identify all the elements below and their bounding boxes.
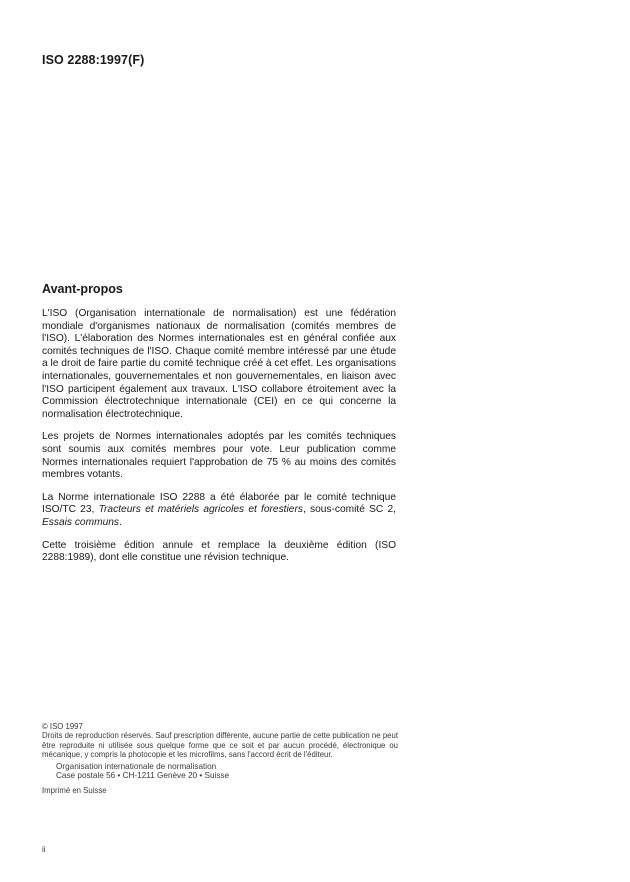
printed-in: Imprimé en Suisse	[42, 786, 107, 796]
foreword-paragraph-2: Les projets de Normes internationales adoptés par les comités techniques sont soumis aux comités membres pour vote. Leur publication comme Normes internationales requiert l'approbation de 75 % au moins des comités membres votants.	[42, 431, 396, 481]
page-number: ii	[42, 845, 46, 854]
rights-notice: Droits de reproduction réservés. Sauf prescription différente, aucune partie de cette publication ne peut être reproduite ni utilisée sous quelque forme que ce soit et par aucun procédé, électronique ou mécanique, y compris la photocopie et les microfilms, sans l'accord écrit de l'éditeur.	[42, 731, 398, 760]
foreword-paragraph-1: L'ISO (Organisation internationale de normalisation) est une fédération mondiale d'organismes nationaux de normalisation (comités membres de l'ISO). L'élaboration des Normes internationales est en général confiée aux comités techniques de l'ISO. Chaque comité membre intéressé par une étude a le droit de faire partie du comité technique créé à cet effet. Les organisations internationales, gouvernementales et non gouvernementales, en liaison avec l'ISO participent également aux travaux. L'ISO collabore étroitement avec la Commission électrotechnique internationale (CEI) en ce qui concerne la normalisation électrotechnique.	[42, 308, 396, 420]
paragraph-3-text-b: , sous-comité SC 2,	[302, 504, 396, 516]
foreword-body	[42, 308, 396, 575]
paragraph-3-text-c: .	[119, 516, 122, 528]
document-id: ISO 2288:1997(F)	[42, 53, 145, 67]
postal-address: Case postale 56 • CH-1211 Genève 20 • Suisse	[56, 771, 230, 781]
foreword-title: Avant-propos	[42, 282, 123, 296]
copyright-line: © ISO 1997	[42, 722, 83, 731]
committee-title: Tracteurs et matériels agricoles et forestiers	[98, 504, 303, 516]
foreword-paragraph-4: Cette troisième édition annule et remplace la deuxième édition (ISO 2288:1989), dont elle constitue une révision technique.	[42, 539, 396, 564]
organization-name: Organisation internationale de normalisation	[56, 761, 217, 771]
subcommittee-title: Essais communs	[42, 516, 119, 528]
publisher-address	[56, 762, 398, 781]
foreword-paragraph-3	[42, 492, 396, 530]
paragraph-3-text-a: La Norme internationale ISO 2288 a été élaborée par le comité technique ISO/TC 23,	[42, 491, 396, 516]
copyright-block	[42, 722, 398, 796]
